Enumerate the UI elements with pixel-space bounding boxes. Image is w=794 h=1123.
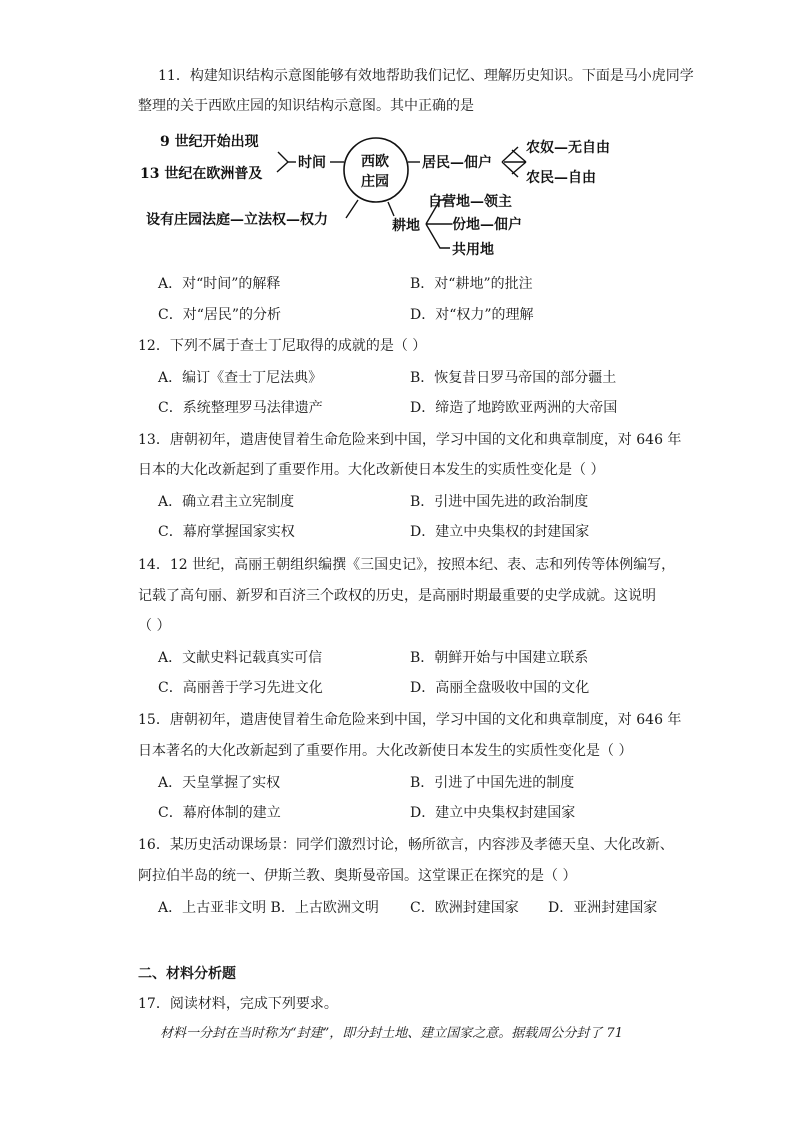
q11-option-d[interactable]: D．对“权力”的理解	[410, 307, 534, 323]
q16-option-c[interactable]: C．欧洲封建国家	[410, 900, 519, 916]
q16-option-ab[interactable]: A．上古亚非文明 B．上古欧洲文明	[158, 900, 379, 916]
q11-option-c[interactable]: C．对“居民”的分析	[158, 307, 282, 323]
q12-option-d[interactable]: D．缔造了地跨欧亚两洲的大帝国	[410, 400, 618, 416]
q13-option-d[interactable]: D．建立中央集权的封建国家	[410, 524, 590, 540]
diagram-land-label: 耕地	[392, 218, 420, 234]
diagram-center-circle	[344, 138, 408, 202]
q13-stem-line2: 日本的大化改新起到了重要作用。大化改新使日本发生的实质性变化是（ ）	[138, 462, 605, 478]
q12-option-c[interactable]: C．系统整理罗马法律遗产	[158, 400, 323, 416]
q15-option-a[interactable]: A．天皇掌握了实权	[158, 775, 281, 791]
q13-option-c[interactable]: C．幕府掌握国家实权	[158, 524, 295, 540]
diagram-time-label: 时间	[298, 155, 326, 171]
diagram-land2: 份地—佃户	[452, 217, 522, 233]
q13-stem-line1: 13．唐朝初年，遣唐使冒着生命危险来到中国，学习中国的文化和典章制度，对 646 年	[138, 432, 682, 448]
q12-stem: 12．下列不属于查士丁尼取得的成就的是（ ）	[138, 338, 427, 354]
q16-option-d[interactable]: D．亚洲封建国家	[548, 900, 658, 916]
q13-option-b[interactable]: B．引进中国先进的政治制度	[410, 494, 589, 510]
section-title: 二、材料分析题	[138, 966, 236, 982]
q12-option-b[interactable]: B．恢复昔日罗马帝国的部分疆土	[410, 370, 617, 386]
q14-stem-line3: （ ）	[138, 618, 171, 634]
q14-option-b[interactable]: B．朝鲜开始与中国建立联系	[410, 650, 589, 666]
q15-option-c[interactable]: C．幕府体制的建立	[158, 805, 281, 821]
q11-stem-line1: 11．构建知识结构示意图能够有效地帮助我们记忆、理解历史知识。下面是马小虎同学	[158, 68, 694, 84]
q11-option-b[interactable]: B．对“耕地”的批注	[410, 276, 533, 292]
manor-knowledge-diagram	[140, 132, 640, 262]
diagram-time1: 9 世纪开始出现	[160, 134, 259, 150]
q14-option-c[interactable]: C．高丽善于学习先进文化	[158, 680, 323, 696]
q14-option-a[interactable]: A．文献史料记载真实可信	[158, 650, 323, 666]
q16-stem-line1: 16．某历史活动课场景：同学们激烈讨论，畅所欲言，内容涉及孝德天皇、大化改新、	[138, 837, 674, 853]
q17-stem: 17．阅读材料，完成下列要求。	[138, 996, 338, 1012]
diagram-court: 设有庄园法庭—立法权—权力	[146, 212, 328, 228]
q17-material-line1: 材料一分封在当时称为“封建”，即分封土地、建立国家之意。据载周公分封了 71	[160, 1026, 623, 1041]
q14-option-d[interactable]: D．高丽全盘吸收中国的文化	[410, 680, 590, 696]
diagram-center-line1: 西欧	[361, 154, 389, 170]
diagram-farmer: 农民—自由	[526, 170, 596, 186]
q15-option-b[interactable]: B．引进了中国先进的制度	[410, 775, 575, 791]
q15-option-d[interactable]: D．建立中央集权封建国家	[410, 805, 576, 821]
diagram-serf: 农奴—无自由	[526, 140, 610, 156]
diagram-residents: 居民—佃户	[422, 155, 492, 171]
diagram-center-line2: 庄园	[361, 174, 389, 190]
diagram-land3: 共用地	[452, 242, 494, 258]
diagram-time2: 13 世纪在欧洲普及	[140, 166, 263, 182]
q15-stem-line1: 15．唐朝初年，遣唐使冒着生命危险来到中国，学习中国的文化和典章制度，对 646 年	[138, 712, 682, 728]
q16-stem-line2: 阿拉伯半岛的统一、伊斯兰教、奥斯曼帝国。这堂课正在探究的是（ ）	[138, 868, 577, 884]
diagram-land1: 自营地—领主	[428, 194, 512, 210]
q12-option-a[interactable]: A．编订《查士丁尼法典》	[158, 370, 323, 386]
q11-option-a[interactable]: A．对“时间”的解释	[158, 276, 281, 292]
q14-stem-line1: 14．12 世纪，高丽王朝组织编撰《三国史记》，按照本纪、表、志和列传等体例编写，	[138, 557, 676, 573]
q13-option-a[interactable]: A．确立君主立宪制度	[158, 494, 295, 510]
q11-stem-line2: 整理的关于西欧庄园的知识结构示意图。其中正确的是	[138, 98, 474, 114]
q14-stem-line2: 记载了高句丽、新罗和百济三个政权的历史，是高丽时期最重要的史学成就。这说明	[138, 588, 656, 604]
q15-stem-line2: 日本著名的大化改新起到了重要作用。大化改新使日本发生的实质性变化是（ ）	[138, 743, 633, 759]
